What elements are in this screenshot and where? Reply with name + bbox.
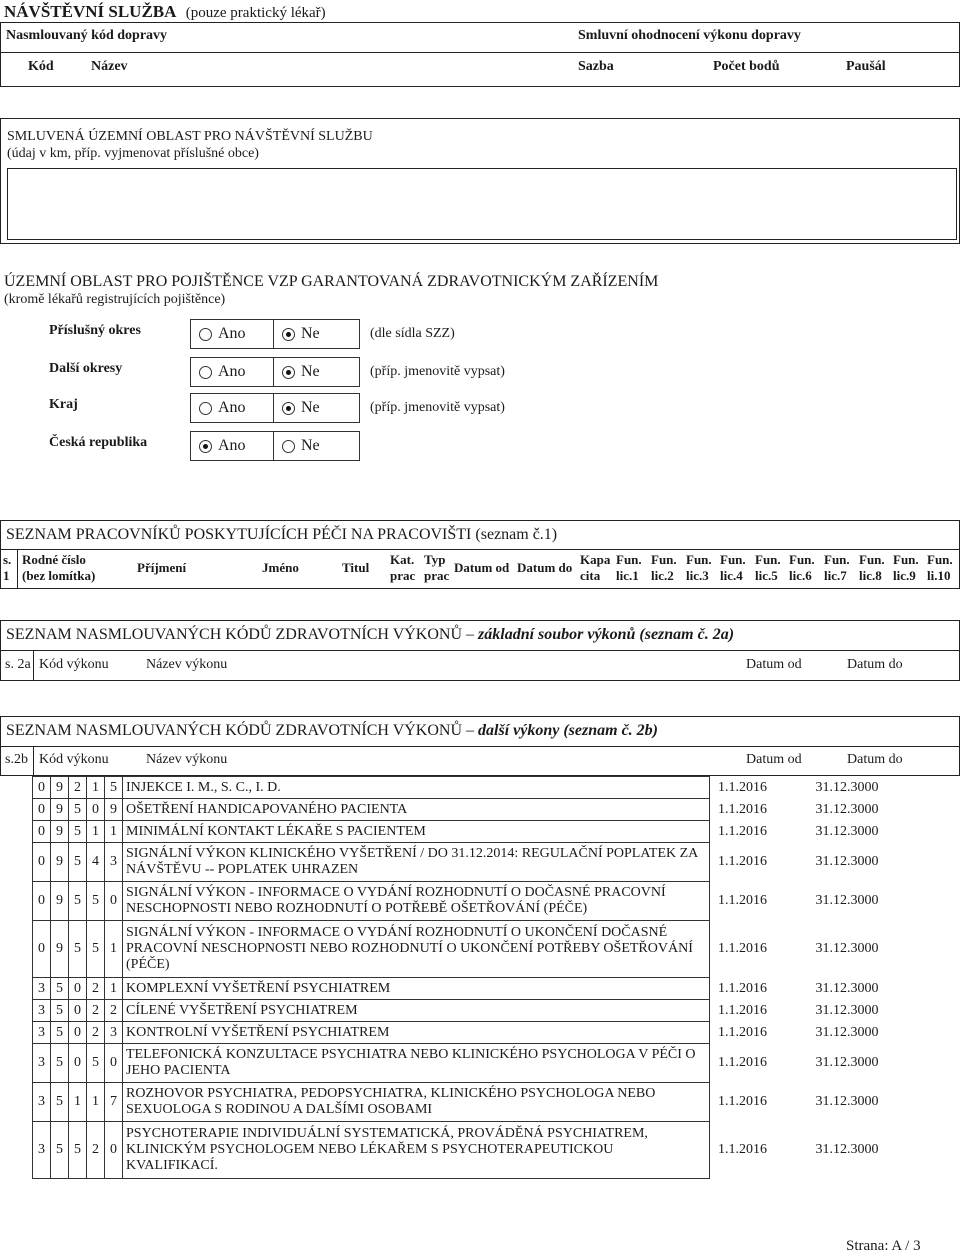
code-digit: 0 <box>33 921 51 978</box>
list2a-title: SEZNAM NASMLOUVANÝCH KÓDŮ ZDRAVOTNÍCH VÝKONŮ – základní soubor výkonů (seznam č. 2a) <box>6 626 735 643</box>
dalsi-okresy-note: (příp. jmenovitě vypsat) <box>370 364 505 379</box>
procedure-name: SIGNÁLNÍ VÝKON KLINICKÉHO VYŠETŘENÍ / DO 31.12.2014: REGULAČNÍ POPLATEK ZA NÁVŠTĚVU -- POPLATEK UHRAZEN <box>123 843 710 882</box>
radio-icon <box>199 402 212 415</box>
code-digit: 0 <box>33 821 51 843</box>
code-digit: 5 <box>69 821 87 843</box>
table-row <box>33 1044 910 1083</box>
staff-col-fun10: Fun. li.10 <box>927 552 953 583</box>
code-digit: 0 <box>33 799 51 821</box>
code-digit: 9 <box>105 799 123 821</box>
code-digit: 9 <box>51 799 69 821</box>
staff-col-datum-do: Datum do <box>517 560 573 575</box>
date-from: 1.1.2016 <box>718 1055 767 1070</box>
code-digit: 1 <box>105 921 123 978</box>
procedure-name: MINIMÁLNÍ KONTAKT LÉKAŘE S PACIENTEM <box>123 821 710 843</box>
code-digit: 2 <box>105 1000 123 1022</box>
kraj-label: Kraj <box>49 397 78 412</box>
territory-line1: SMLUVENÁ ÚZEMNÍ OBLAST PRO NÁVŠTĚVNÍ SLUŽBU <box>7 129 373 144</box>
okres-no[interactable]: Ne <box>273 319 360 349</box>
date-to: 31.12.3000 <box>815 980 879 996</box>
code-digit: 3 <box>33 1044 51 1083</box>
code-digit: 9 <box>51 921 69 978</box>
okres-label: Příslušný okres <box>49 323 141 338</box>
code-digit: 5 <box>69 921 87 978</box>
code-digit: 0 <box>87 799 105 821</box>
code-digit: 3 <box>105 843 123 882</box>
table-row <box>33 799 910 821</box>
territory-line2: (údaj v km, příp. vyjmenovat příslušné obce) <box>7 146 259 161</box>
date-to: 31.12.3000 <box>815 1094 879 1109</box>
code-digit: 0 <box>105 1122 123 1179</box>
dalsi-okresy-yes[interactable]: Ano <box>190 357 274 387</box>
code-digit: 5 <box>51 1022 69 1044</box>
contract-eval-label: Smluvní ohodnocení výkonu dopravy <box>578 28 801 43</box>
date-from: 1.1.2016 <box>718 854 767 869</box>
staff-col-fun7: Fun. lic.7 <box>824 552 850 583</box>
code-digit: 3 <box>105 1022 123 1044</box>
col-pocet-bodu: Počet bodů <box>713 59 780 74</box>
table-row <box>33 978 910 1000</box>
col-nazev: Název <box>91 59 128 74</box>
date-to: 31.12.3000 <box>815 801 879 817</box>
table-row <box>33 821 910 843</box>
table-row <box>33 1083 910 1122</box>
list2a-col-od: Datum od <box>746 657 802 672</box>
staff-col-jmeno: Jméno <box>262 560 299 575</box>
date-to: 31.12.3000 <box>815 893 879 908</box>
code-digit: 0 <box>33 843 51 882</box>
staff-col-fun2: Fun. lic.2 <box>651 552 677 583</box>
code-digit: 2 <box>69 777 87 799</box>
code-digit: 0 <box>105 882 123 921</box>
cr-label: Česká republika <box>49 435 148 450</box>
date-from: 1.1.2016 <box>718 801 767 817</box>
radio-checked-icon <box>282 402 295 415</box>
code-digit: 5 <box>105 777 123 799</box>
cr-no[interactable]: Ne <box>273 431 360 461</box>
procedure-name: CÍLENÉ VYŠETŘENÍ PSYCHIATREM <box>123 1000 710 1022</box>
code-digit: 0 <box>69 978 87 1000</box>
code-digit: 5 <box>51 1122 69 1179</box>
date-from: 1.1.2016 <box>718 980 767 996</box>
territory-heading <box>7 128 373 162</box>
cr-yes[interactable]: Ano <box>190 431 274 461</box>
code-digit: 4 <box>87 843 105 882</box>
code-digit: 3 <box>33 1022 51 1044</box>
code-digit: 9 <box>51 843 69 882</box>
code-digit: 0 <box>69 1044 87 1083</box>
code-digit: 1 <box>87 777 105 799</box>
procedure-name: SIGNÁLNÍ VÝKON - INFORMACE O VYDÁNÍ ROZHODNUTÍ O UKONČENÍ DOČASNÉ PRACOVNÍ NESCHOPNOSTI NEBO ROZHODNUTÍ O UKONČENÍ POTŘEBY OŠETŘOVÁNÍ (PÉČE) <box>123 921 710 978</box>
code-digit: 9 <box>51 777 69 799</box>
code-digit: 5 <box>69 1122 87 1179</box>
kraj-yes[interactable]: Ano <box>190 393 274 423</box>
date-to: 31.12.3000 <box>815 1002 879 1018</box>
table-row <box>33 921 910 978</box>
guarantee-title: ÚZEMNÍ OBLAST PRO POJIŠTĚNCE VZP GARANTOVANÁ ZDRAVOTNICKÝM ZAŘÍZENÍM <box>4 273 659 290</box>
list2b-col-do: Datum do <box>847 752 903 767</box>
date-from: 1.1.2016 <box>718 1142 767 1157</box>
code-digit: 0 <box>69 1000 87 1022</box>
staff-col-fun3: Fun. lic.3 <box>686 552 712 583</box>
list2b-col-s: s.2b <box>5 752 28 767</box>
section-title: NÁVŠTĚVNÍ SLUŽBA <box>4 2 176 21</box>
code-digit: 2 <box>87 978 105 1000</box>
staff-col-typ: Typ prac <box>424 552 450 583</box>
code-digit: 5 <box>69 882 87 921</box>
code-digit: 3 <box>33 978 51 1000</box>
code-digit: 0 <box>33 777 51 799</box>
page-number: Strana: A / 3 <box>846 1238 921 1254</box>
date-from: 1.1.2016 <box>718 779 767 795</box>
code-digit: 1 <box>87 1083 105 1122</box>
date-to: 31.12.3000 <box>815 854 879 869</box>
staff-col-fun6: Fun. lic.6 <box>789 552 815 583</box>
guarantee-subtitle: (kromě lékařů registrujících pojištěnce) <box>4 292 226 307</box>
code-digit: 5 <box>69 799 87 821</box>
radio-checked-icon <box>282 328 295 341</box>
staff-col-kapacita: Kapa cita <box>580 552 611 583</box>
list2a-col-do: Datum do <box>847 657 903 672</box>
date-to: 31.12.3000 <box>815 779 879 795</box>
radio-icon <box>282 440 295 453</box>
procedure-name: ROZHOVOR PSYCHIATRA, PEDOPSYCHIATRA, KLINICKÉHO PSYCHOLOGA NEBO SEXUOLOGA S RODINOU A DALŠÍMI OSOBAMI <box>123 1083 710 1122</box>
table-row <box>33 1000 910 1022</box>
list2a-col-nazev: Název výkonu <box>146 657 228 672</box>
code-digit: 5 <box>87 921 105 978</box>
code-digit: 5 <box>51 1000 69 1022</box>
code-digit: 5 <box>51 1083 69 1122</box>
staff-col-prijmeni: Příjmení <box>137 560 187 575</box>
procedure-name: INJEKCE I. M., S. C., I. D. <box>123 777 710 799</box>
code-digit: 2 <box>87 1022 105 1044</box>
table-row <box>33 777 910 799</box>
date-from: 1.1.2016 <box>718 1002 767 1018</box>
staff-col-fun8: Fun. lic.8 <box>859 552 885 583</box>
code-digit: 0 <box>69 1022 87 1044</box>
table-row <box>33 1022 910 1044</box>
section-subtitle: (pouze praktický lékař) <box>185 5 326 21</box>
okres-note: (dle sídla SZZ) <box>370 326 455 341</box>
code-digit: 5 <box>51 1044 69 1083</box>
staff-col-kat: Kat. prac <box>390 552 416 583</box>
list2a-col-kod: Kód výkonu <box>39 657 109 672</box>
radio-checked-icon <box>282 366 295 379</box>
code-digit: 3 <box>33 1083 51 1122</box>
radio-icon <box>199 328 212 341</box>
code-digit: 1 <box>105 821 123 843</box>
list2b-col-kod: Kód výkonu <box>39 752 109 767</box>
procedure-name: SIGNÁLNÍ VÝKON - INFORMACE O VYDÁNÍ ROZHODNUTÍ O DOČASNÉ PRACOVNÍ NESCHOPNOSTI NEBO ROZHODNUTÍ O POTŘEBĚ OŠETŘOVÁNÍ (PÉČE) <box>123 882 710 921</box>
territory-input[interactable] <box>7 168 957 240</box>
table-row <box>33 843 910 882</box>
code-digit: 0 <box>33 882 51 921</box>
date-from: 1.1.2016 <box>718 823 767 839</box>
code-digit: 5 <box>87 1044 105 1083</box>
col-kod: Kód <box>28 59 54 74</box>
date-to: 31.12.3000 <box>815 1142 879 1157</box>
code-digit: 1 <box>69 1083 87 1122</box>
radio-checked-icon <box>199 440 212 453</box>
procedure-name: TELEFONICKÁ KONZULTACE PSYCHIATRA NEBO KLINICKÉHO PSYCHOLOGA V PÉČI O JEHO PACIENTA <box>123 1044 710 1083</box>
procedure-name: PSYCHOTERAPIE INDIVIDUÁLNÍ SYSTEMATICKÁ, PROVÁDĚNÁ PSYCHIATREM, KLINICKÝM PSYCHOLOGEM NEBO LÉKAŘEM S PSYCHOTERAPEUTICKOU KVALIFIKACÍ. <box>123 1122 710 1179</box>
date-from: 1.1.2016 <box>718 893 767 908</box>
staff-col-s: s. 1 <box>3 552 12 583</box>
staff-col-fun4: Fun. lic.4 <box>720 552 746 583</box>
list2a-col-s: s. 2a <box>5 657 31 672</box>
code-digit: 5 <box>51 978 69 1000</box>
code-digit: 9 <box>51 821 69 843</box>
code-digit: 5 <box>69 843 87 882</box>
code-digit: 2 <box>87 1000 105 1022</box>
procedure-name: KOMPLEXNÍ VYŠETŘENÍ PSYCHIATREM <box>123 978 710 1000</box>
okres-yes[interactable]: Ano <box>190 319 274 349</box>
kraj-no[interactable]: Ne <box>273 393 360 423</box>
list2b-col-od: Datum od <box>746 752 802 767</box>
procedure-name: OŠETŘENÍ HANDICAPOVANÉHO PACIENTA <box>123 799 710 821</box>
code-digit: 2 <box>87 1122 105 1179</box>
code-digit: 5 <box>87 882 105 921</box>
list2b-col-nazev: Název výkonu <box>146 752 228 767</box>
staff-title: SEZNAM PRACOVNÍKŮ POSKYTUJÍCÍCH PÉČI NA PRACOVIŠTI (seznam č.1) <box>6 526 558 543</box>
code-digit: 1 <box>87 821 105 843</box>
date-to: 31.12.3000 <box>815 1024 879 1040</box>
staff-col-fun9: Fun. lic.9 <box>893 552 919 583</box>
date-from: 1.1.2016 <box>718 1024 767 1040</box>
radio-icon <box>199 366 212 379</box>
form-title <box>4 2 326 22</box>
staff-col-titul: Titul <box>342 560 370 575</box>
dalsi-okresy-label: Další okresy <box>49 361 123 376</box>
date-from: 1.1.2016 <box>718 1094 767 1109</box>
date-to: 31.12.3000 <box>815 823 879 839</box>
code-digit: 1 <box>105 978 123 1000</box>
code-digit: 3 <box>33 1122 51 1179</box>
col-sazba: Sazba <box>578 59 614 74</box>
list2b-title: SEZNAM NASMLOUVANÝCH KÓDŮ ZDRAVOTNÍCH VÝKONŮ – další výkony (seznam č. 2b) <box>6 722 659 739</box>
dalsi-okresy-no[interactable]: Ne <box>273 357 360 387</box>
code-digit: 0 <box>105 1044 123 1083</box>
date-to: 31.12.3000 <box>815 941 879 956</box>
staff-col-datum-od: Datum od <box>454 560 510 575</box>
code-digit: 9 <box>51 882 69 921</box>
kraj-note: (příp. jmenovitě vypsat) <box>370 400 505 415</box>
date-from: 1.1.2016 <box>718 941 767 956</box>
table-row <box>33 882 910 921</box>
table-row <box>33 1122 910 1179</box>
date-to: 31.12.3000 <box>815 1055 879 1070</box>
code-digit: 3 <box>33 1000 51 1022</box>
staff-col-fun5: Fun. lic.5 <box>755 552 781 583</box>
staff-col-fun1: Fun. lic.1 <box>616 552 642 583</box>
code-digit: 7 <box>105 1083 123 1122</box>
col-pausal: Paušál <box>846 59 886 74</box>
procedure-name: KONTROLNÍ VYŠETŘENÍ PSYCHIATREM <box>123 1022 710 1044</box>
contracted-code-label: Nasmlouvaný kód dopravy <box>6 28 168 43</box>
staff-col-rc: Rodné číslo (bez lomítka) <box>22 552 96 583</box>
procedure-table <box>32 776 910 1179</box>
